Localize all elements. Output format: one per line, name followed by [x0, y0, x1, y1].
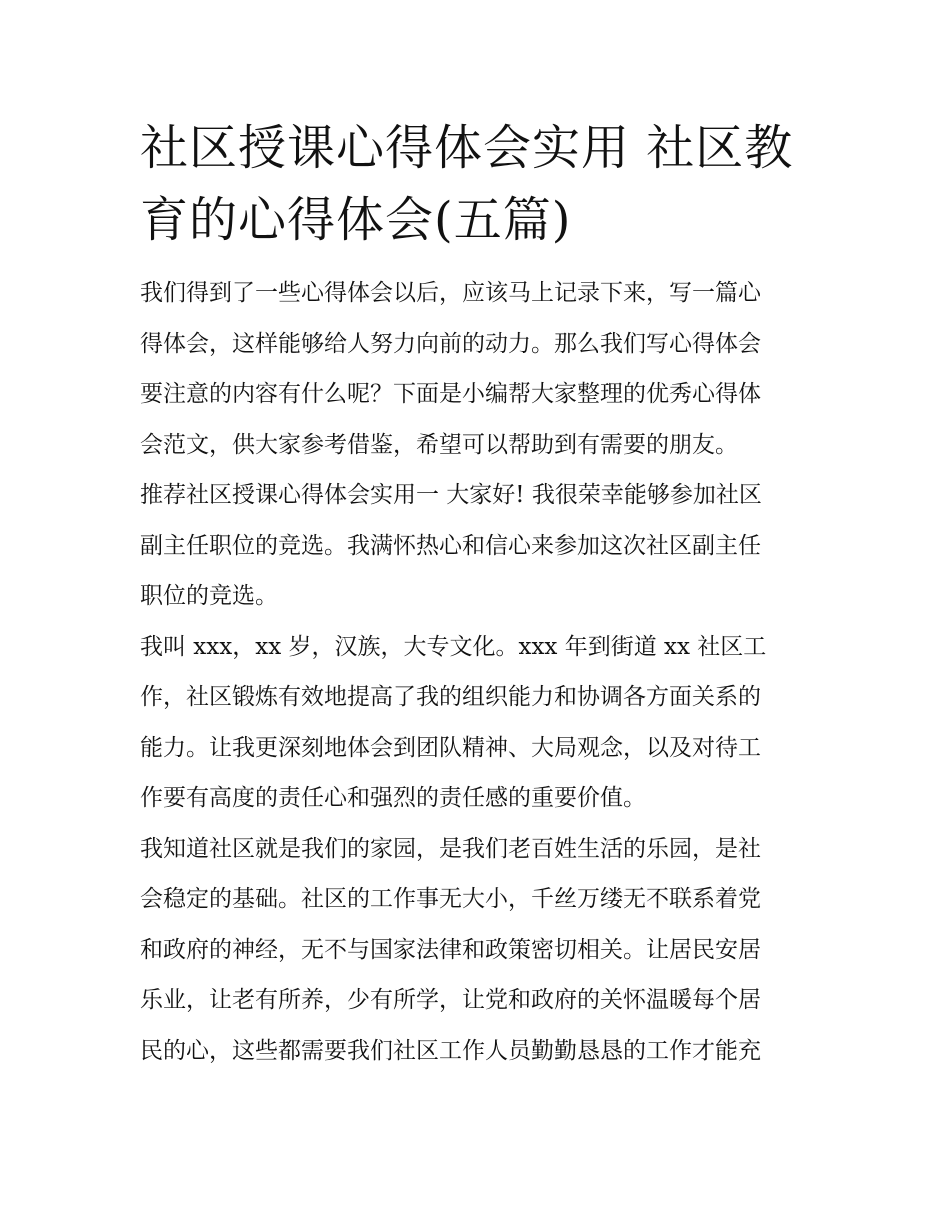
paragraph-recommend: [140, 470, 812, 622]
text-line: 和政府的神经，无不与国家法律和政策密切相关。让居民安居: [140, 936, 761, 963]
text-line: 能力。让我更深刻地体会到团队精神、大局观念，以及对待工: [140, 734, 761, 761]
text-line: 推荐社区授课心得体会实用一 大家好! 我很荣幸能够参加社区: [140, 482, 762, 508]
paragraph-intro: [140, 268, 812, 470]
text-line: 民的心，这些都需要我们社区工作人员勤勤恳恳的工作才能充: [140, 1037, 761, 1064]
title-spacer: [140, 256, 812, 268]
text-line: 副主任职位的竞选。我满怀热心和信心来参加这次社区副主任: [140, 532, 761, 559]
document-body: [140, 112, 812, 1076]
text-line: 作，社区锻炼有效地提高了我的组织能力和协调各方面关系的: [140, 684, 761, 710]
text-line: 会稳定的基础。社区的工作事无大小，千丝万缕无不联系着党: [140, 886, 761, 912]
title-line: 社区授课心得体会实用 社区教: [140, 120, 794, 176]
text-line: 我们得到了一些心得体会以后，应该马上记录下来，写一篇心: [140, 280, 761, 306]
text-line: 我叫 xxx，xx 岁，汉族，大专文化。xxx 年到街道 xx 社区工: [140, 633, 767, 660]
text-line: 要注意的内容有什么呢？下面是小编帮大家整理的优秀心得体: [140, 381, 761, 407]
paragraph-self-intro: [140, 622, 812, 824]
title-line: 育的心得体会(五篇): [140, 192, 572, 248]
text-line: 职位的竞选。: [140, 583, 278, 609]
text-line: 得体会，这样能够给人努力向前的动力。那么我们写心得体会: [140, 330, 761, 357]
text-line: 会范文，供大家参考借鉴，希望可以帮助到有需要的朋友。: [140, 431, 738, 458]
text-line: 乐业，让老有所养，少有所学，让党和政府的关怀温暖每个居: [140, 987, 761, 1013]
text-line: 我知道社区就是我们的家园，是我们老百姓生活的乐园，是社: [140, 835, 761, 862]
text-line: 作要有高度的责任心和强烈的责任感的重要价值。: [140, 785, 646, 811]
document-title: [140, 112, 812, 256]
paragraph-community: [140, 824, 812, 1077]
